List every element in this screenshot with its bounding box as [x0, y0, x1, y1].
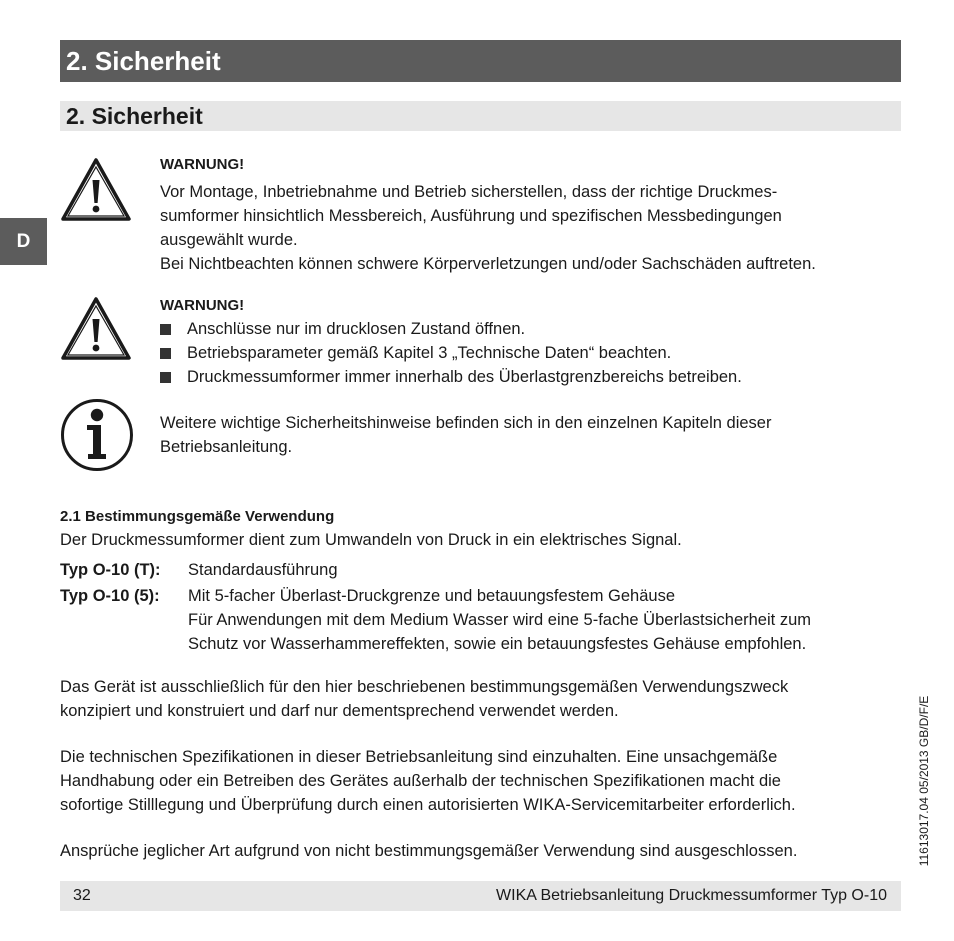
- warning-triangle-icon: [60, 296, 132, 362]
- type-row: [60, 584, 900, 656]
- paragraph-line: konzipiert und konstruiert und darf nur dementsprechend verwendet werden.: [60, 702, 619, 720]
- warning-title: WARNUNG!: [160, 156, 245, 173]
- bullet-square-icon: [160, 348, 171, 359]
- warning-text-line: Bei Nichtbeachten können schwere Körperverletzungen und/oder Sachschäden auftreten.: [160, 255, 816, 273]
- page-title-bar: 2. Sicherheit: [60, 40, 901, 82]
- subsection-title: 2.1 Bestimmungsgemäße Verwendung: [60, 508, 335, 525]
- paragraph: Ansprüche jeglicher Art aufgrund von nicht bestimmungsgemäßer Verwendung sind ausgeschlossen.: [60, 842, 798, 860]
- warning-title: WARNUNG!: [160, 297, 245, 314]
- warning-text-line: Vor Montage, Inbetriebnahme und Betrieb sicherstellen, dass der richtige Druckmes-: [160, 183, 778, 201]
- info-icon: [60, 398, 134, 472]
- page-number: 32: [73, 887, 91, 904]
- type-row: [60, 558, 900, 582]
- type-label: Typ O-10 (T):: [60, 561, 161, 579]
- footer-title: WIKA Betriebsanleitung Druckmessumformer Typ O-10: [496, 887, 887, 904]
- section-heading: 2. Sicherheit: [60, 101, 901, 131]
- bullet-square-icon: [160, 372, 171, 383]
- paragraph-line: Die technischen Spezifikationen in dieser Betriebsanleitung sind einzuhalten. Eine unsachgemäße: [60, 748, 778, 766]
- warning-text-line: sumformer hinsichtlich Messbereich, Ausführung und spezifischen Messbedingungen: [160, 207, 782, 225]
- bullet-square-icon: [160, 324, 171, 335]
- info-text-line: Betriebsanleitung.: [160, 438, 293, 456]
- warning-block-1: [160, 155, 910, 276]
- type-description: Mit 5-facher Überlast-Druckgrenze und betauungsfestem Gehäuse: [188, 587, 675, 605]
- list-item-text: Druckmessumformer immer innerhalb des Überlastgrenzbereichs betreiben.: [187, 368, 742, 386]
- info-block: [160, 411, 910, 459]
- type-label: Typ O-10 (5):: [60, 587, 160, 605]
- document-code-text: 11613017.04 05/2013 GB/D/F/E: [917, 695, 931, 867]
- list-item: [160, 365, 910, 389]
- warning-text-line: ausgewählt wurde.: [160, 231, 298, 249]
- language-tab: D: [0, 218, 47, 265]
- intro-text: Der Druckmessumformer dient zum Umwandeln von Druck in ein elektrisches Signal.: [60, 531, 682, 549]
- warning-block-2: [160, 296, 910, 389]
- list-item-text: Betriebsparameter gemäß Kapitel 3 „Technische Daten“ beachten.: [187, 344, 672, 362]
- document-code: [914, 680, 934, 882]
- warning-triangle-icon: [60, 157, 132, 223]
- type-description: Für Anwendungen mit dem Medium Wasser wird eine 5-fache Überlastsicherheit zum: [188, 611, 811, 629]
- page-footer: [60, 881, 901, 911]
- paragraph-line: Das Gerät ist ausschließlich für den hier beschriebenen bestimmungsgemäßen Verwendungszweck: [60, 678, 789, 696]
- list-item: [160, 341, 910, 365]
- list-item-text: Anschlüsse nur im drucklosen Zustand öffnen.: [187, 320, 526, 338]
- list-item: [160, 317, 910, 341]
- paragraph: [60, 675, 905, 723]
- type-description: Standardausführung: [188, 561, 338, 579]
- info-text-line: Weitere wichtige Sicherheitshinweise befinden sich in den einzelnen Kapiteln dieser: [160, 414, 772, 432]
- paragraph-line: sofortige Stilllegung und Überprüfung durch einen autorisierten WIKA-Servicemitarbeiter erforderlich.: [60, 796, 796, 814]
- paragraph: [60, 745, 905, 817]
- type-description: Schutz vor Wasserhammereffekten, sowie ein betauungsfestes Gehäuse empfohlen.: [188, 635, 807, 653]
- paragraph-line: Handhabung oder ein Betreiben des Gerätes außerhalb der technischen Spezifikationen macht die: [60, 772, 781, 790]
